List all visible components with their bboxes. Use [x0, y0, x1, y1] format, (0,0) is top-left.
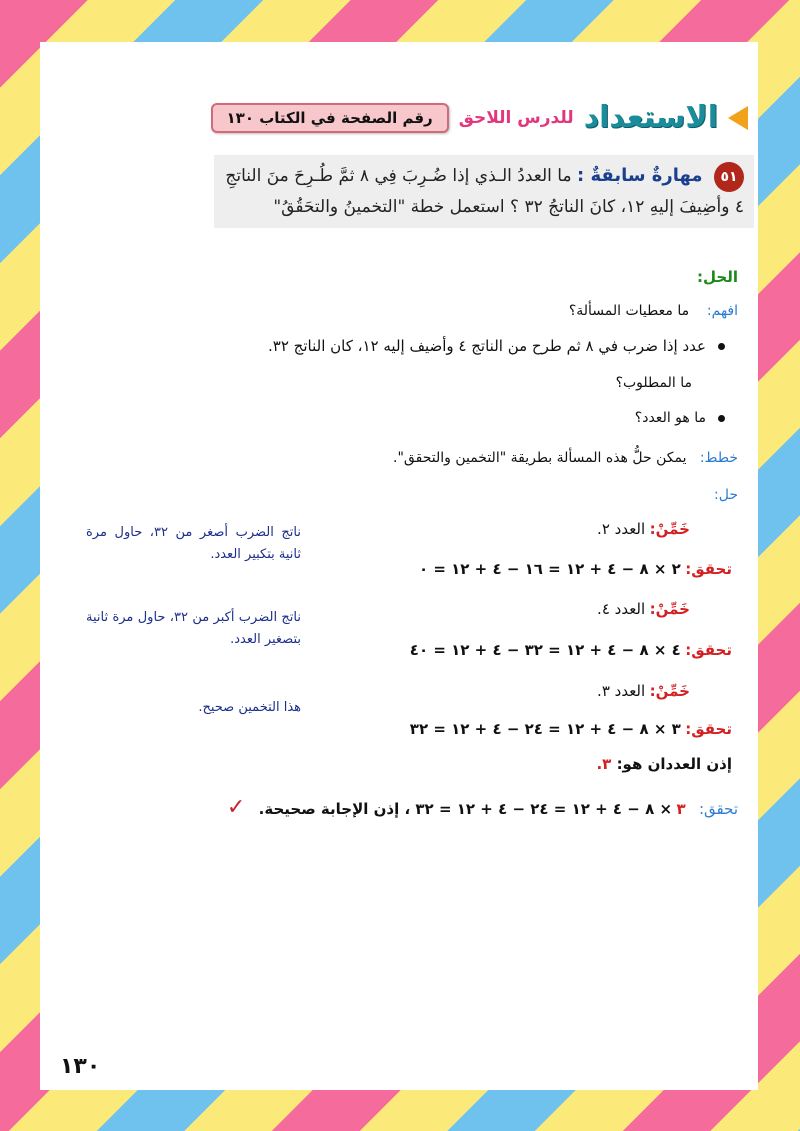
- given-answer-row: [268, 337, 725, 355]
- guess-note: هذا التخمين صحيح.: [198, 700, 301, 715]
- verify-equation: ٢ × ٨ − ٤ + ١٢ = ١٦ − ٤ + ١٢ = ٠: [418, 560, 681, 578]
- guess-value: العدد ٣.: [597, 682, 646, 700]
- guess-label: خَمِّنْ:: [649, 520, 690, 538]
- plan-label: خطط:: [699, 450, 738, 466]
- page-reference-badge: رقم الصفحة في الكتاب ١٣٠: [211, 103, 449, 133]
- wanted-answer: ما هو العدد؟: [634, 410, 706, 426]
- verify-row: [419, 560, 732, 578]
- bullet-icon: [718, 343, 725, 350]
- problem-number: ٥١: [714, 162, 744, 192]
- verify-label: تحقق:: [685, 720, 732, 738]
- guess-label: خَمِّنْ:: [649, 682, 690, 700]
- guess-note: ناتج الضرب أصغر من ٣٢، حاول مرة ثانية بتكبير العدد.: [86, 525, 301, 562]
- understand-label: افهم:: [706, 303, 738, 319]
- guess-row: [597, 600, 690, 618]
- plan-row: [393, 450, 738, 466]
- triangle-arrow-icon: [728, 106, 748, 130]
- lesson-header: [211, 100, 748, 135]
- verify-label: تحقق:: [685, 560, 732, 578]
- plan-text: يمكن حلُّ هذه المسألة بطريقة "التخمين والتحقق".: [393, 450, 687, 466]
- final-check-first: ٣: [676, 800, 686, 818]
- understand-row: [569, 303, 738, 319]
- checkmark-icon: ✓: [226, 795, 246, 820]
- given-question: ما معطيات المسألة؟: [568, 303, 690, 319]
- verify-equation: ٣ × ٨ − ٤ + ١٢ = ٢٤ − ٤ + ١٢ = ٣٢: [409, 720, 681, 738]
- guess-row: [597, 682, 690, 700]
- wanted-question: ما المطلوب؟: [615, 375, 692, 391]
- verify-row: [410, 720, 732, 738]
- header-title: الاستعداد: [583, 100, 718, 135]
- page-number: ١٣٠: [60, 1054, 101, 1079]
- skill-label: مهارةٌ سابقةٌ :: [576, 165, 703, 186]
- solution-heading: الحل:: [697, 268, 738, 286]
- guess-row: [597, 520, 690, 538]
- given-answer: عدد إذا ضرب في ٨ ثم طرح من الناتج ٤ وأضيف إليه ١٢، كان الناتج ٣٢.: [268, 337, 706, 355]
- guess-value: العدد ٤.: [597, 600, 646, 618]
- problem-text: ما العددُ الـذي إذا ضُـرِبَ فِي ٨ ثمَّ طُـرِحَ منَ الناتجِ ٤ وأضِيفَ إليهِ ١٢، كانَ الناتجُ ٣٢ ؟ استعمل خطة "التخمينُ والتحَقُقُ": [225, 166, 744, 217]
- guess-value: العدد ٢.: [597, 520, 646, 538]
- solve-label: حل:: [714, 487, 738, 503]
- bullet-icon: [718, 415, 725, 422]
- answer-row: [596, 755, 732, 773]
- wanted-answer-row: [635, 410, 725, 426]
- answer-label: إذن العددان هو:: [616, 755, 732, 773]
- final-check-text: × ٨ − ٤ + ١٢ = ٢٤ − ٤ + ١٢ = ٣٢ ، إذن الإجابة صحيحة.: [258, 800, 673, 818]
- verify-equation: ٤ × ٨ − ٤ + ١٢ = ٣٢ − ٤ + ١٢ = ٤٠: [409, 641, 681, 659]
- verify-label: تحقق:: [685, 641, 732, 659]
- final-check-label: تحقق:: [698, 800, 738, 818]
- verify-row: [410, 641, 732, 659]
- guess-label: خَمِّنْ:: [649, 600, 690, 618]
- header-subtitle: للدرس اللاحق: [458, 107, 574, 128]
- answer-value: ٣.: [596, 755, 612, 773]
- problem-statement: [214, 155, 754, 228]
- final-check-row: [227, 795, 738, 820]
- guess-note: ناتج الضرب أكبر من ٣٢، حاول مرة ثانية بتصغير العدد.: [86, 610, 301, 647]
